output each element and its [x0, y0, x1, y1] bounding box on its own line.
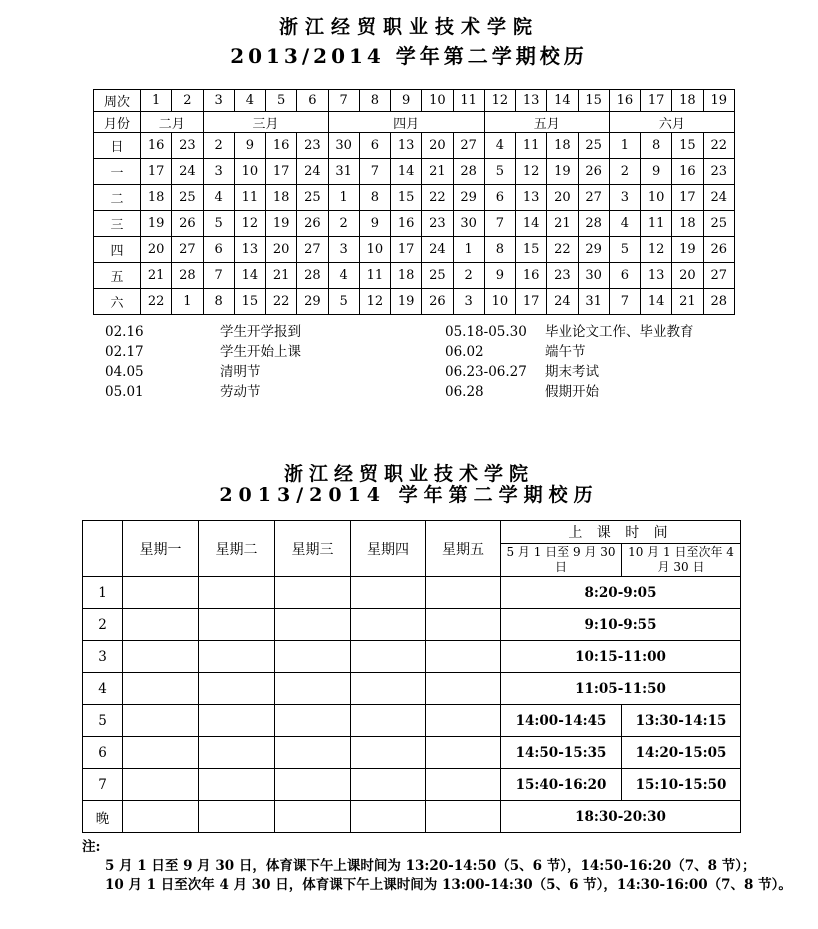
time-cell: 10:15-11:00 — [501, 641, 741, 673]
date-cell: 11 — [359, 263, 390, 289]
date-cell: 6 — [484, 185, 515, 211]
date-cell: 22 — [266, 289, 297, 315]
schedule-empty-cell — [199, 641, 275, 673]
weekday-header-cell: 星期三 — [275, 521, 351, 577]
schedule-body — [83, 521, 741, 833]
schedule-empty-cell — [275, 769, 351, 801]
date-cell: 10 — [641, 185, 672, 211]
calendar-table-body — [94, 90, 735, 315]
calendar-day-row — [94, 289, 735, 315]
schedule-corner-cell — [83, 521, 123, 577]
month-cell: 五月 — [484, 112, 609, 133]
date-cell: 15 — [234, 289, 265, 315]
day-label-cell: 三 — [94, 211, 141, 237]
schedule-empty-cell — [275, 737, 351, 769]
date-cell: 5 — [484, 159, 515, 185]
period-label-cell: 7 — [83, 769, 123, 801]
date-cell: 18 — [672, 211, 703, 237]
event-row — [105, 322, 818, 342]
schedule-empty-cell — [123, 673, 199, 705]
date-cell: 20 — [547, 185, 578, 211]
schedule-empty-cell — [426, 705, 501, 737]
time-cell: 15:10-15:50 — [622, 769, 741, 801]
schedule-empty-cell — [199, 737, 275, 769]
date-cell: 29 — [453, 185, 484, 211]
date-cell: 11 — [641, 211, 672, 237]
date-cell: 24 — [172, 159, 203, 185]
date-cell: 12 — [359, 289, 390, 315]
date-cell: 23 — [547, 263, 578, 289]
date-cell: 9 — [641, 159, 672, 185]
month-cell: 六月 — [609, 112, 734, 133]
schedule-row — [83, 673, 741, 705]
schedule-empty-cell — [426, 609, 501, 641]
event-date: 02.17 — [105, 344, 144, 360]
date-cell: 13 — [641, 263, 672, 289]
day-label-cell: 二 — [94, 185, 141, 211]
week-number-cell: 7 — [328, 90, 359, 112]
date-cell: 5 — [203, 211, 234, 237]
week-number-cell: 12 — [484, 90, 515, 112]
week-number-cell: 13 — [516, 90, 547, 112]
date-cell: 2 — [203, 133, 234, 159]
schedule-empty-cell — [351, 577, 426, 609]
date-cell: 26 — [172, 211, 203, 237]
date-cell: 4 — [328, 263, 359, 289]
calendar-day-row — [94, 237, 735, 263]
event-desc: 学生开学报到 — [220, 324, 301, 340]
schedule-empty-cell — [275, 705, 351, 737]
schedule-empty-cell — [426, 577, 501, 609]
week-header-label: 周次 — [94, 90, 141, 112]
date-cell: 2 — [328, 211, 359, 237]
date-cell: 26 — [703, 237, 735, 263]
time-cell: 14:20-15:05 — [622, 737, 741, 769]
date-cell: 8 — [484, 237, 515, 263]
week-number-cell: 15 — [578, 90, 609, 112]
schedule-table — [82, 520, 741, 833]
date-cell: 6 — [359, 133, 390, 159]
period-label-cell: 2 — [83, 609, 123, 641]
week-number-cell: 18 — [672, 90, 703, 112]
date-cell: 17 — [516, 289, 547, 315]
date-cell: 8 — [359, 185, 390, 211]
date-cell: 26 — [422, 289, 453, 315]
date-cell: 19 — [391, 289, 422, 315]
date-cell: 27 — [172, 237, 203, 263]
time-cell: 15:40-16:20 — [501, 769, 622, 801]
time-cell: 11:05-11:50 — [501, 673, 741, 705]
date-cell: 3 — [453, 289, 484, 315]
date-cell: 24 — [422, 237, 453, 263]
date-cell: 30 — [328, 133, 359, 159]
period-label-cell: 4 — [83, 673, 123, 705]
date-cell: 29 — [297, 289, 328, 315]
schedule-empty-cell — [351, 705, 426, 737]
week-number-cell: 10 — [422, 90, 453, 112]
event-date: 05.01 — [105, 384, 144, 400]
schedule-empty-cell — [199, 577, 275, 609]
date-cell: 28 — [578, 211, 609, 237]
schedule-notes — [82, 838, 818, 895]
event-row — [105, 362, 818, 382]
calendar-events — [105, 322, 818, 402]
schedule-empty-cell — [275, 577, 351, 609]
date-cell: 2 — [453, 263, 484, 289]
event-date: 06.23-06.27 — [445, 364, 527, 380]
date-cell: 3 — [203, 159, 234, 185]
weekday-header-cell: 星期四 — [351, 521, 426, 577]
date-cell: 18 — [547, 133, 578, 159]
week-number-cell: 6 — [297, 90, 328, 112]
date-cell: 21 — [266, 263, 297, 289]
date-cell: 21 — [547, 211, 578, 237]
event-date: 04.05 — [105, 364, 144, 380]
calendar-day-row — [94, 211, 735, 237]
schedule-header-row — [83, 521, 741, 544]
event-desc: 端午节 — [545, 344, 586, 360]
date-cell: 31 — [578, 289, 609, 315]
schedule-empty-cell — [199, 801, 275, 833]
date-cell: 9 — [484, 263, 515, 289]
time-cell: 18:30-20:30 — [501, 801, 741, 833]
schedule-empty-cell — [351, 769, 426, 801]
schedule-heading — [0, 464, 818, 506]
event-row — [105, 342, 818, 362]
period-label-cell: 1 — [83, 577, 123, 609]
week-number-cell: 1 — [141, 90, 172, 112]
date-cell: 28 — [172, 263, 203, 289]
week-number-cell: 17 — [641, 90, 672, 112]
date-cell: 1 — [609, 133, 640, 159]
date-cell: 19 — [547, 159, 578, 185]
date-cell: 28 — [703, 289, 735, 315]
schedule-empty-cell — [123, 801, 199, 833]
schedule-empty-cell — [275, 801, 351, 833]
schedule-subtitle: 2013/2014 学年第二学期校历 — [219, 484, 599, 506]
date-cell: 16 — [672, 159, 703, 185]
schedule-empty-cell — [123, 737, 199, 769]
note-line: 5 月 1 日至 9 月 30 日，体育课下午上课时间为 13:20-14:50（5、6 节），14:50-16:20（7、8 节）； — [105, 858, 756, 874]
week-number-cell: 16 — [609, 90, 640, 112]
date-cell: 1 — [172, 289, 203, 315]
date-cell: 17 — [141, 159, 172, 185]
date-cell: 19 — [141, 211, 172, 237]
event-desc: 学生开始上课 — [220, 344, 301, 360]
month-cell: 二月 — [141, 112, 204, 133]
date-cell: 24 — [547, 289, 578, 315]
event-desc: 清明节 — [220, 364, 261, 380]
notes-label: 注: — [82, 839, 101, 855]
date-cell: 16 — [141, 133, 172, 159]
week-number-cell: 2 — [172, 90, 203, 112]
date-cell: 9 — [359, 211, 390, 237]
day-label-cell: 四 — [94, 237, 141, 263]
weekday-header-cell: 星期一 — [123, 521, 199, 577]
calendar-day-row — [94, 185, 735, 211]
event-row — [105, 382, 818, 402]
schedule-empty-cell — [426, 737, 501, 769]
date-cell: 16 — [391, 211, 422, 237]
period-label-cell: 6 — [83, 737, 123, 769]
date-cell: 15 — [516, 237, 547, 263]
schedule-empty-cell — [351, 673, 426, 705]
calendar-title: 浙江经贸职业技术学院 — [278, 16, 539, 38]
date-cell: 7 — [609, 289, 640, 315]
event-date: 06.02 — [445, 344, 484, 360]
month-cell: 三月 — [203, 112, 328, 133]
date-cell: 15 — [391, 185, 422, 211]
time-cell: 13:30-14:15 — [622, 705, 741, 737]
schedule-notes-lines — [82, 857, 818, 895]
date-cell: 27 — [703, 263, 735, 289]
schedule-row — [83, 577, 741, 609]
date-cell: 4 — [609, 211, 640, 237]
date-cell: 20 — [266, 237, 297, 263]
schedule-empty-cell — [123, 609, 199, 641]
schedule-empty-cell — [123, 769, 199, 801]
date-cell: 23 — [297, 133, 328, 159]
period-label-cell: 3 — [83, 641, 123, 673]
schedule-empty-cell — [275, 673, 351, 705]
date-cell: 17 — [391, 237, 422, 263]
period-label-cell: 5 — [83, 705, 123, 737]
date-cell: 13 — [234, 237, 265, 263]
week-number-cell: 14 — [547, 90, 578, 112]
date-cell: 27 — [453, 133, 484, 159]
date-cell: 2 — [609, 159, 640, 185]
schedule-empty-cell — [275, 641, 351, 673]
date-cell: 28 — [453, 159, 484, 185]
date-cell: 10 — [359, 237, 390, 263]
document-page — [0, 15, 818, 895]
date-cell: 20 — [672, 263, 703, 289]
date-cell: 12 — [234, 211, 265, 237]
date-cell: 4 — [484, 133, 515, 159]
date-cell: 18 — [141, 185, 172, 211]
event-desc: 劳动节 — [220, 384, 261, 400]
date-cell: 21 — [422, 159, 453, 185]
schedule-row — [83, 737, 741, 769]
date-cell: 23 — [422, 211, 453, 237]
week-number-cell: 8 — [359, 90, 390, 112]
date-cell: 21 — [672, 289, 703, 315]
date-cell: 22 — [547, 237, 578, 263]
month-cell: 四月 — [328, 112, 484, 133]
day-label-cell: 五 — [94, 263, 141, 289]
calendar-day-row — [94, 133, 735, 159]
date-cell: 21 — [141, 263, 172, 289]
calendar-day-row — [94, 159, 735, 185]
schedule-empty-cell — [351, 737, 426, 769]
date-cell: 23 — [172, 133, 203, 159]
schedule-row — [83, 641, 741, 673]
date-cell: 14 — [234, 263, 265, 289]
note-line: 10 月 1 日至次年 4 月 30 日，体育课下午上课时间为 13:00-14:30（5、6 节），14:30-16:00（7、8 节）。 — [105, 877, 792, 893]
schedule-row — [83, 609, 741, 641]
event-date: 02.16 — [105, 324, 144, 340]
period-label-cell: 晚 — [83, 801, 123, 833]
calendar-week-row — [94, 90, 735, 112]
event-desc: 毕业论文工作、毕业教育 — [545, 324, 694, 340]
calendar-month-row — [94, 112, 735, 133]
date-cell: 30 — [578, 263, 609, 289]
date-cell: 19 — [266, 211, 297, 237]
day-label-cell: 日 — [94, 133, 141, 159]
schedule-title: 浙江经贸职业技术学院 — [283, 463, 534, 485]
date-cell: 16 — [516, 263, 547, 289]
date-cell: 7 — [203, 263, 234, 289]
schedule-empty-cell — [199, 705, 275, 737]
week-number-cell: 11 — [453, 90, 484, 112]
schedule-empty-cell — [199, 769, 275, 801]
schedule-period1-cell: 5 月 1 日至 9 月 30 日 — [501, 544, 622, 577]
date-cell: 6 — [609, 263, 640, 289]
date-cell: 9 — [234, 133, 265, 159]
date-cell: 28 — [297, 263, 328, 289]
date-cell: 14 — [641, 289, 672, 315]
date-cell: 1 — [328, 185, 359, 211]
calendar-subtitle: 2013/2014 学年第二学期校历 — [230, 44, 588, 68]
date-cell: 24 — [297, 159, 328, 185]
date-cell: 27 — [297, 237, 328, 263]
date-cell: 25 — [703, 211, 735, 237]
date-cell: 5 — [609, 237, 640, 263]
schedule-empty-cell — [123, 641, 199, 673]
calendar-table — [93, 89, 735, 315]
time-cell: 14:00-14:45 — [501, 705, 622, 737]
date-cell: 3 — [328, 237, 359, 263]
date-cell: 11 — [516, 133, 547, 159]
schedule-empty-cell — [351, 609, 426, 641]
date-cell: 6 — [203, 237, 234, 263]
date-cell: 1 — [453, 237, 484, 263]
date-cell: 17 — [672, 185, 703, 211]
date-cell: 11 — [234, 185, 265, 211]
date-cell: 14 — [391, 159, 422, 185]
date-cell: 15 — [672, 133, 703, 159]
date-cell: 8 — [641, 133, 672, 159]
date-cell: 12 — [641, 237, 672, 263]
weekday-header-cell: 星期二 — [199, 521, 275, 577]
schedule-period2-cell: 10 月 1 日至次年 4 月 30 日 — [622, 544, 741, 577]
date-cell: 25 — [297, 185, 328, 211]
date-cell: 27 — [578, 185, 609, 211]
date-cell: 19 — [672, 237, 703, 263]
event-desc: 假期开始 — [545, 384, 599, 400]
day-label-cell: 一 — [94, 159, 141, 185]
event-desc: 期末考试 — [545, 364, 599, 380]
schedule-empty-cell — [123, 705, 199, 737]
date-cell: 24 — [703, 185, 735, 211]
week-number-cell: 3 — [203, 90, 234, 112]
week-number-cell: 19 — [703, 90, 735, 112]
date-cell: 4 — [203, 185, 234, 211]
date-cell: 5 — [328, 289, 359, 315]
date-cell: 18 — [266, 185, 297, 211]
schedule-empty-cell — [426, 641, 501, 673]
schedule-empty-cell — [426, 769, 501, 801]
date-cell: 12 — [516, 159, 547, 185]
event-date: 05.18-05.30 — [445, 324, 527, 340]
date-cell: 17 — [266, 159, 297, 185]
weekday-header-cell: 星期五 — [426, 521, 501, 577]
date-cell: 20 — [141, 237, 172, 263]
date-cell: 7 — [359, 159, 390, 185]
week-number-cell: 9 — [391, 90, 422, 112]
event-date: 06.28 — [445, 384, 484, 400]
date-cell: 8 — [203, 289, 234, 315]
schedule-empty-cell — [199, 609, 275, 641]
calendar-day-row — [94, 263, 735, 289]
date-cell: 3 — [609, 185, 640, 211]
schedule-row — [83, 705, 741, 737]
schedule-empty-cell — [199, 673, 275, 705]
schedule-row — [83, 801, 741, 833]
month-header-label: 月份 — [94, 112, 141, 133]
day-label-cell: 六 — [94, 289, 141, 315]
schedule-empty-cell — [351, 641, 426, 673]
time-cell: 14:50-15:35 — [501, 737, 622, 769]
date-cell: 26 — [297, 211, 328, 237]
schedule-empty-cell — [351, 801, 426, 833]
date-cell: 30 — [453, 211, 484, 237]
date-cell: 25 — [578, 133, 609, 159]
date-cell: 25 — [422, 263, 453, 289]
date-cell: 20 — [422, 133, 453, 159]
date-cell: 13 — [516, 185, 547, 211]
schedule-empty-cell — [426, 673, 501, 705]
schedule-empty-cell — [426, 801, 501, 833]
week-number-cell: 4 — [234, 90, 265, 112]
schedule-time-header-cell: 上 课 时 间 — [501, 521, 741, 544]
date-cell: 10 — [234, 159, 265, 185]
date-cell: 16 — [266, 133, 297, 159]
date-cell: 10 — [484, 289, 515, 315]
schedule-row — [83, 769, 741, 801]
date-cell: 26 — [578, 159, 609, 185]
date-cell: 18 — [391, 263, 422, 289]
date-cell: 22 — [703, 133, 735, 159]
time-cell: 9:10-9:55 — [501, 609, 741, 641]
week-number-cell: 5 — [266, 90, 297, 112]
date-cell: 7 — [484, 211, 515, 237]
date-cell: 25 — [172, 185, 203, 211]
date-cell: 22 — [141, 289, 172, 315]
date-cell: 14 — [516, 211, 547, 237]
time-cell: 8:20-9:05 — [501, 577, 741, 609]
schedule-empty-cell — [275, 609, 351, 641]
schedule-empty-cell — [123, 577, 199, 609]
date-cell: 31 — [328, 159, 359, 185]
date-cell: 29 — [578, 237, 609, 263]
date-cell: 13 — [391, 133, 422, 159]
date-cell: 22 — [422, 185, 453, 211]
date-cell: 23 — [703, 159, 735, 185]
